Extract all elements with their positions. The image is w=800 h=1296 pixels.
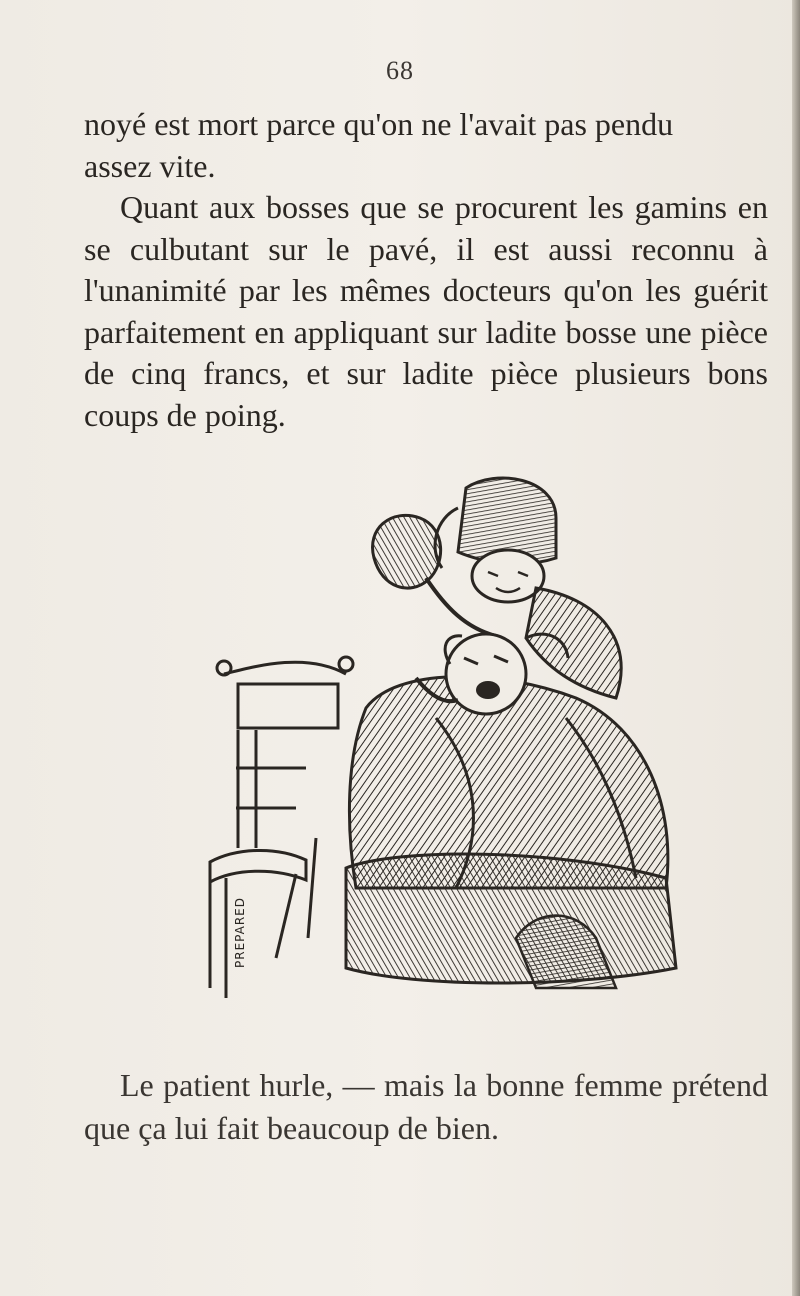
paragraph-bosses: Quant aux bosses que se procurent les gamins en se culbutant sur le pavé, il est aussi reconnu à l'unanimité par les mêmes docteurs qu'on les guérit parfaitement en appliquant sur ladite bosse une pièce de cinq francs, et sur ladite pièce plusieurs bons coups de poing. <box>84 189 768 433</box>
engraving-illustration <box>196 468 696 1008</box>
page-edge <box>792 0 800 1296</box>
page-number: 68 <box>386 56 414 85</box>
paragraph-continued <box>84 104 768 187</box>
caption-text: Le patient hurle, — mais la bonne femme prétend que ça lui fait beaucoup de bien. <box>84 1067 768 1146</box>
chair <box>210 657 353 998</box>
paragraph-line-1: noyé est mort parce qu'on ne l'avait pas pendu <box>84 106 674 142</box>
woman-figure <box>346 478 676 988</box>
illustration-caption <box>84 1064 768 1150</box>
artist-signature: PREPARED <box>233 897 247 968</box>
paragraph-line-2: assez vite. <box>84 147 216 184</box>
body-text <box>84 104 768 436</box>
